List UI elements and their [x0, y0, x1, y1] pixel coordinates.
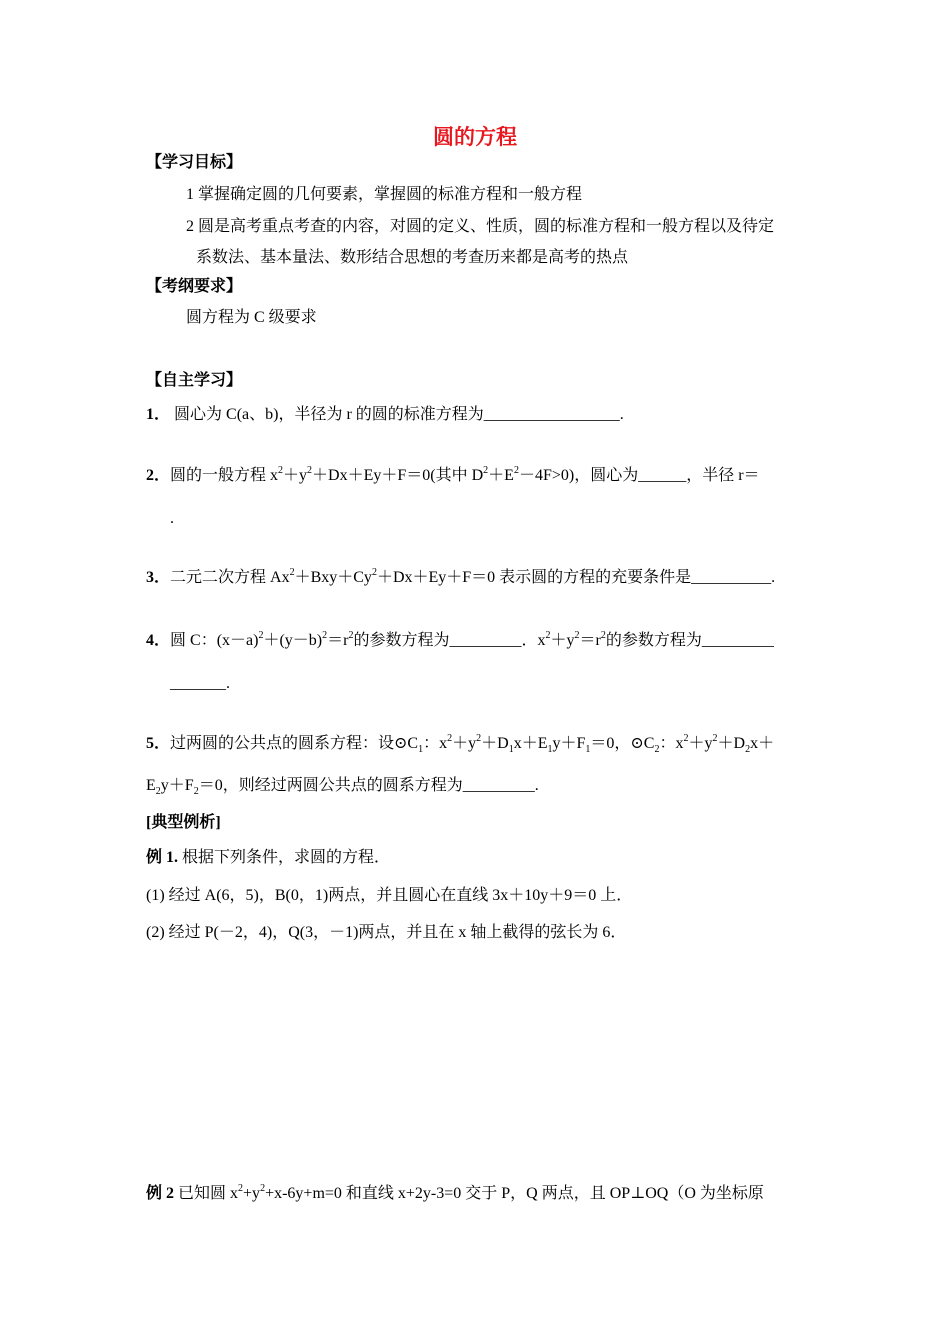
question-text: y＋F [552, 735, 586, 752]
question-text: ＋y [283, 467, 308, 484]
superscript: 2 [278, 464, 284, 476]
goals-heading: 【学习目标】 [146, 154, 243, 171]
question-text: x＋E [513, 735, 548, 752]
example-2 [146, 1184, 764, 1204]
question-text: ＝0，则经过两圆公共点的圆系方程为_________. [198, 777, 539, 794]
question-text: E [146, 777, 156, 794]
question-text: ＋D [717, 735, 746, 752]
subscript: 2 [745, 744, 751, 756]
superscript: 2 [545, 629, 551, 641]
superscript: 2 [574, 629, 580, 641]
question-text: ＝r [579, 632, 601, 649]
example-text: 已知圆 x [178, 1185, 239, 1202]
superscript: 2 [289, 566, 295, 578]
question-text: ＝0，⊙C [590, 735, 655, 752]
example-text: 根据下列条件，求圆的方程． [182, 849, 391, 866]
question-text: －4F>0)，圆心为______，半径 r＝ [518, 467, 760, 484]
superscript: 2 [513, 464, 519, 476]
example-text: +y [243, 1185, 261, 1202]
question-text: ：x [659, 735, 684, 752]
superscript: 2 [260, 1182, 266, 1194]
question-number: 2． [146, 467, 171, 484]
question-2 [146, 466, 760, 486]
superscript: 2 [683, 732, 689, 744]
question-text: ＋Dx＋Ey＋F＝0 表示圆的方程的充要条件是__________. [376, 569, 776, 586]
example-1 [146, 848, 390, 868]
superscript: 2 [600, 629, 606, 641]
example-1-part-1: (1) 经过 A(6，5)，B(0，1)两点，并且圆心在直线 3x＋10y＋9＝0 上． [146, 887, 633, 904]
superscript: 2 [371, 566, 377, 578]
superscript: 2 [447, 732, 453, 744]
question-number: 4． [146, 632, 171, 649]
question-text: ＋D [481, 735, 509, 752]
question-text: ：x [423, 735, 448, 752]
examples-heading: [典型例析] [146, 814, 221, 831]
superscript: 2 [258, 629, 264, 641]
question-text: ＋Dx＋Ey＋F＝0(其中 D [312, 467, 484, 484]
question-number: 5． [146, 735, 171, 752]
question-4 [146, 631, 774, 651]
question-text: ＝r [327, 632, 349, 649]
self-study-heading: 【自主学习】 [146, 372, 243, 389]
superscript: 2 [322, 629, 328, 641]
question-4-continuation: _______. [170, 675, 230, 692]
question-text: ＋y [452, 735, 477, 752]
syllabus-heading: 【考纲要求】 [146, 278, 243, 295]
question-text: ＋y [550, 632, 575, 649]
superscript: 2 [348, 629, 354, 641]
question-text: y＋F [160, 777, 194, 794]
example-1-part-2: (2) 经过 P(－2，4)，Q(3，－1)两点，并且在 x 轴上截得的弦长为 6． [146, 924, 627, 941]
question-5 [146, 734, 774, 754]
subscript: 1 [547, 744, 553, 756]
question-number: 3． [146, 569, 171, 586]
question-text: 的参数方程为_________．x [353, 632, 546, 649]
question-text: ＋Bxy＋Cy [294, 569, 372, 586]
goal-item-1: 1 掌握确定圆的几何要素，掌握圆的标准方程和一般方程 [186, 186, 583, 203]
subscript: 1 [508, 744, 514, 756]
question-text: 二元二次方程 Ax [170, 569, 290, 586]
example-label: 例 1. [146, 849, 179, 866]
syllabus-text: 圆方程为 C 级要求 [186, 309, 317, 326]
example-text: +x-6y+m=0 和直线 x+2y-3=0 交于 P，Q 两点，且 OP⊥OQ（O 为坐标原 [265, 1185, 764, 1202]
question-text: 圆的一般方程 x [170, 467, 279, 484]
question-text: 过两圆的公共点的圆系方程：设⊙C [170, 735, 419, 752]
page-title: 圆的方程 [433, 125, 517, 149]
superscript: 2 [712, 732, 718, 744]
goal-item-2-line-2: 系数法、基本量法、数形结合思想的考查历来都是高考的热点 [196, 249, 629, 266]
superscript: 2 [307, 464, 313, 476]
superscript: 2 [483, 464, 489, 476]
question-text: ＋E [488, 467, 514, 484]
question-2-continuation: . [170, 510, 174, 527]
question-text: ＋(y－b) [263, 632, 323, 649]
question-text: 圆心为 C(a、b)，半径为 r 的圆的标准方程为_________________. [174, 406, 624, 423]
subscript: 2 [193, 786, 199, 798]
question-text: ＋y [688, 735, 713, 752]
subscript: 2 [654, 744, 660, 756]
superscript: 2 [476, 732, 482, 744]
question-1 [146, 405, 624, 425]
example-label: 例 2 [146, 1185, 175, 1202]
question-text: x＋ [750, 735, 775, 752]
subscript: 1 [418, 744, 424, 756]
question-number: 1． [146, 406, 171, 423]
question-3 [146, 568, 775, 588]
subscript: 1 [585, 744, 591, 756]
question-text: 圆 C：(x－a) [170, 632, 259, 649]
question-5-continuation [146, 776, 539, 796]
superscript: 2 [238, 1182, 244, 1194]
goal-item-2-line-1: 2 圆是高考重点考查的内容，对圆的定义、性质，圆的标准方程和一般方程以及待定 [186, 218, 775, 235]
subscript: 2 [155, 786, 161, 798]
question-text: 的参数方程为_________ [605, 632, 774, 649]
